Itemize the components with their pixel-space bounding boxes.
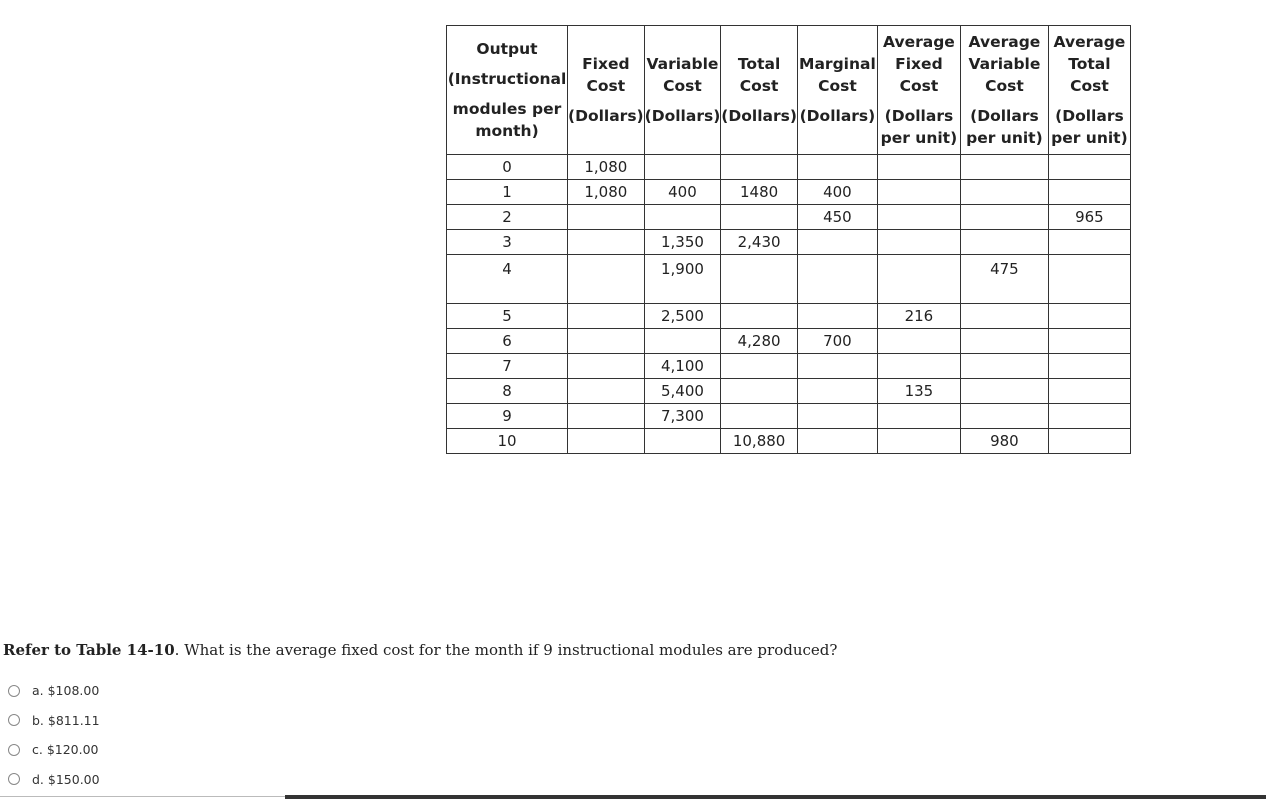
cell-fixed-cost [568,255,645,304]
cell-total-cost: 1480 [721,180,798,205]
table-row [447,304,1131,329]
table-row [447,255,1131,304]
cell-output: 2 [447,205,568,230]
option-label: d. $150.00 [32,771,100,787]
table-row [447,329,1131,354]
question-body: . What is the average fixed cost for the month if 9 instructional modules are produced? [174,641,838,659]
cell-average-variable-cost [960,329,1048,354]
question-text [3,641,837,659]
table-header-row [447,26,1131,155]
option-a[interactable] [8,676,100,706]
cell-average-fixed-cost [877,255,960,304]
header-average-fixed-cost: Average Fixed Cost (Dollars per unit) [877,26,960,155]
cell-marginal-cost [797,379,877,404]
cell-output: 10 [447,429,568,454]
header-output: Output (Instructional modules per month) [447,26,568,155]
cell-marginal-cost [797,404,877,429]
cell-average-total-cost [1048,255,1130,304]
option-label: b. $811.11 [32,712,100,728]
table-row [447,155,1131,180]
cell-variable-cost: 5,400 [644,379,721,404]
table-row [447,354,1131,379]
cell-average-total-cost [1048,155,1130,180]
cell-variable-cost: 2,500 [644,304,721,329]
cell-marginal-cost [797,230,877,255]
cell-variable-cost [644,205,721,230]
cell-average-total-cost [1048,354,1130,379]
cell-average-total-cost [1048,304,1130,329]
option-b[interactable] [8,706,100,736]
cell-total-cost: 2,430 [721,230,798,255]
cell-marginal-cost: 700 [797,329,877,354]
cell-total-cost [721,379,798,404]
cell-average-variable-cost: 475 [960,255,1048,304]
cell-average-fixed-cost [877,354,960,379]
table-reference: Refer to Table 14-10 [3,641,175,659]
cell-average-total-cost [1048,404,1130,429]
cell-total-cost [721,205,798,230]
cell-output: 4 [447,255,568,304]
header-fixed-cost: Fixed Cost (Dollars) [568,26,645,155]
cell-average-variable-cost: 980 [960,429,1048,454]
cell-fixed-cost [568,429,645,454]
cell-fixed-cost [568,404,645,429]
table-row [447,205,1131,230]
table-row [447,429,1131,454]
bottom-divider-light [0,796,285,797]
cell-average-variable-cost [960,379,1048,404]
cell-average-total-cost [1048,379,1130,404]
cell-output: 9 [447,404,568,429]
cell-average-fixed-cost [877,180,960,205]
cell-marginal-cost [797,255,877,304]
cost-table [446,25,1131,454]
radio-button[interactable] [8,744,20,756]
header-average-total-cost: Average Total Cost (Dollars per unit) [1048,26,1130,155]
radio-button[interactable] [8,685,20,697]
cell-average-fixed-cost: 135 [877,379,960,404]
cell-marginal-cost [797,304,877,329]
cell-average-variable-cost [960,180,1048,205]
cell-output: 8 [447,379,568,404]
cell-fixed-cost [568,304,645,329]
cell-output: 1 [447,180,568,205]
cell-variable-cost: 4,100 [644,354,721,379]
option-d[interactable] [8,765,100,795]
cell-fixed-cost: 1,080 [568,155,645,180]
cell-fixed-cost [568,230,645,255]
cell-variable-cost: 400 [644,180,721,205]
cell-total-cost [721,304,798,329]
cell-fixed-cost: 1,080 [568,180,645,205]
cell-total-cost [721,255,798,304]
cell-fixed-cost [568,329,645,354]
cell-variable-cost [644,429,721,454]
table-row [447,230,1131,255]
cell-average-fixed-cost [877,205,960,230]
cell-marginal-cost [797,155,877,180]
cell-average-total-cost [1048,329,1130,354]
radio-button[interactable] [8,773,20,785]
cell-average-variable-cost [960,404,1048,429]
cell-average-fixed-cost: 216 [877,304,960,329]
cell-fixed-cost [568,379,645,404]
cell-marginal-cost: 450 [797,205,877,230]
cell-output: 6 [447,329,568,354]
cell-total-cost: 10,880 [721,429,798,454]
cell-output: 0 [447,155,568,180]
cell-average-fixed-cost [877,404,960,429]
cell-total-cost [721,354,798,379]
cell-variable-cost [644,155,721,180]
cell-variable-cost: 1,350 [644,230,721,255]
cell-marginal-cost: 400 [797,180,877,205]
cell-average-variable-cost [960,304,1048,329]
cell-average-fixed-cost [877,230,960,255]
header-total-cost: Total Cost (Dollars) [721,26,798,155]
cell-average-fixed-cost [877,329,960,354]
cell-output: 3 [447,230,568,255]
cell-variable-cost: 1,900 [644,255,721,304]
cell-average-total-cost [1048,180,1130,205]
bottom-divider-dark [285,795,1266,799]
cell-marginal-cost [797,429,877,454]
cell-average-fixed-cost [877,155,960,180]
cell-average-total-cost [1048,230,1130,255]
cell-output: 7 [447,354,568,379]
cell-average-variable-cost [960,155,1048,180]
cell-average-fixed-cost [877,429,960,454]
table-row [447,404,1131,429]
cell-total-cost [721,404,798,429]
cell-fixed-cost [568,354,645,379]
cell-average-variable-cost [960,354,1048,379]
header-average-variable-cost: Average Variable Cost (Dollars per unit) [960,26,1048,155]
cell-average-total-cost: 965 [1048,205,1130,230]
cell-average-total-cost [1048,429,1130,454]
cell-fixed-cost [568,205,645,230]
cell-variable-cost: 7,300 [644,404,721,429]
cell-average-variable-cost [960,205,1048,230]
header-variable-cost: Variable Cost (Dollars) [644,26,721,155]
cell-total-cost: 4,280 [721,329,798,354]
option-label: c. $120.00 [32,742,99,758]
option-c[interactable] [8,735,100,765]
radio-button[interactable] [8,714,20,726]
cell-output: 5 [447,304,568,329]
cell-total-cost [721,155,798,180]
cell-average-variable-cost [960,230,1048,255]
table-row [447,180,1131,205]
header-marginal-cost: Marginal Cost (Dollars) [797,26,877,155]
cell-marginal-cost [797,354,877,379]
option-label: a. $108.00 [32,683,100,699]
cell-variable-cost [644,329,721,354]
answer-options [8,676,100,794]
table-row [447,379,1131,404]
